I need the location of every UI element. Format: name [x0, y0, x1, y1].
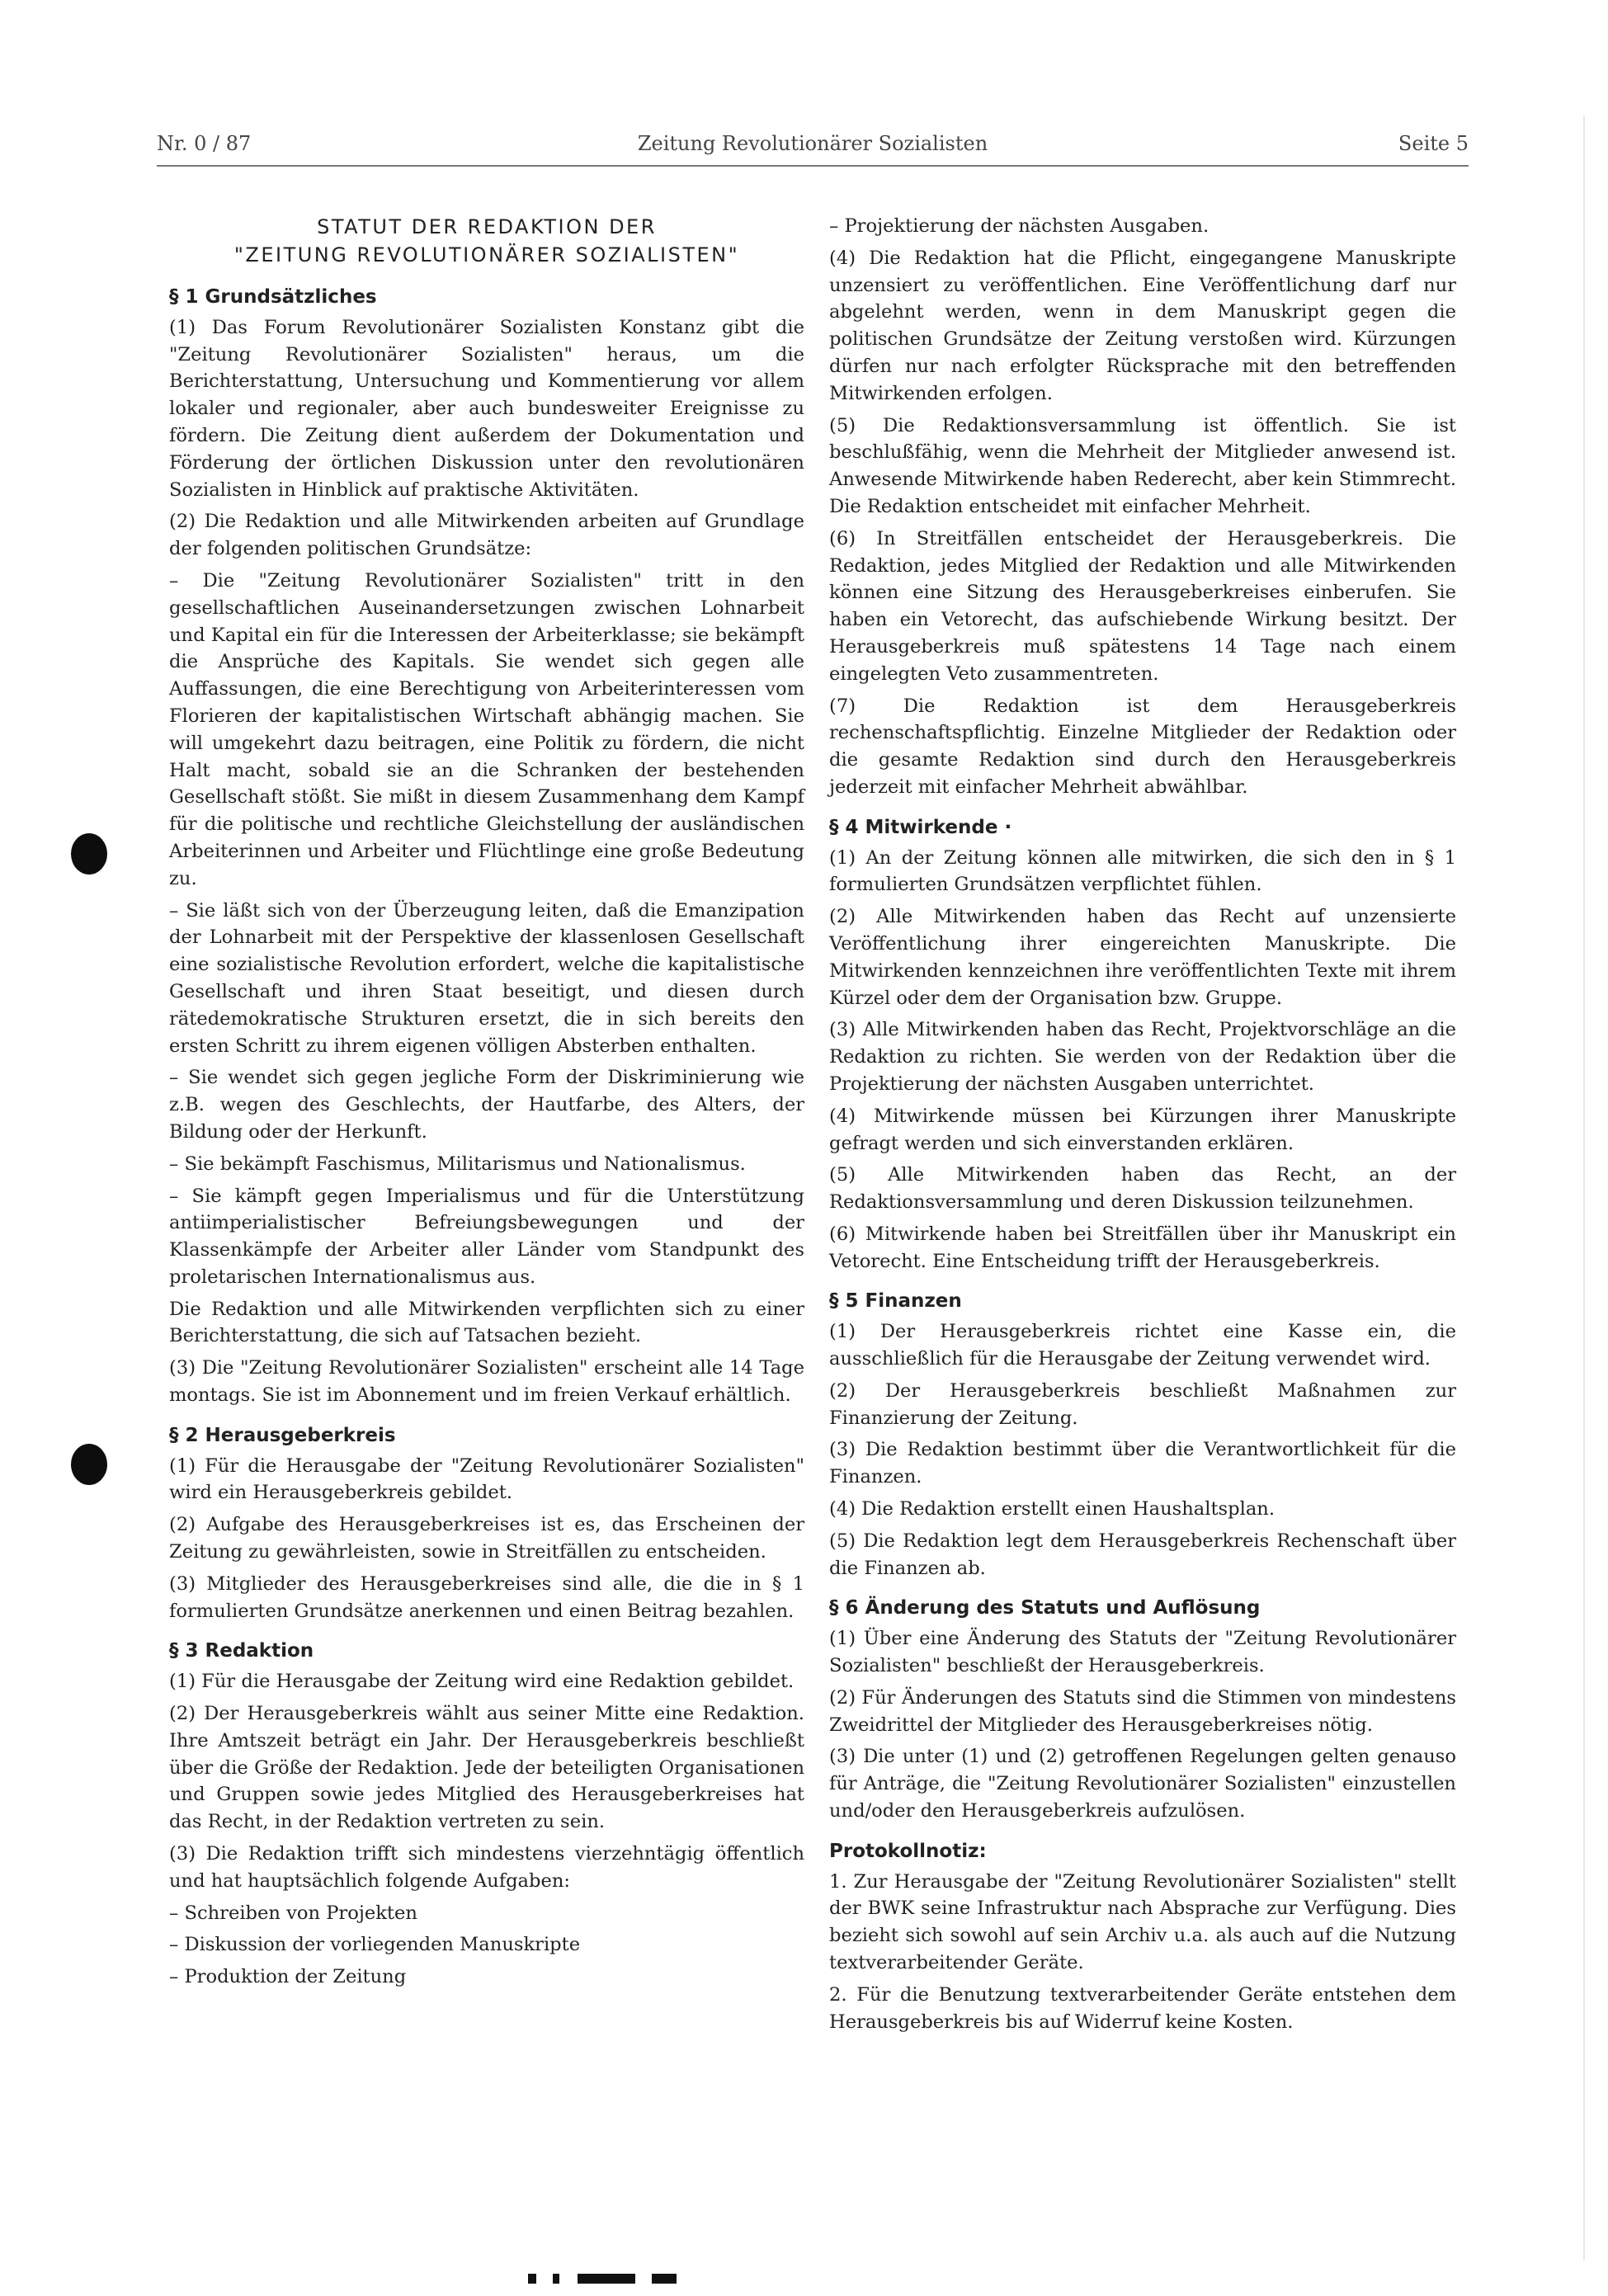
paragraph: (5) Die Redaktionsversammlung ist öffentlich. Sie ist beschlußfähig, wenn die Mehrheit der Mitglieder anwesend ist. Anwesende Mitwirkende haben Rederecht, aber kein Stimmrecht. Die Redaktion entscheidet mit einfacher Mehrheit.: [829, 414, 1456, 517]
paragraph: (1) Für die Herausgabe der Zeitung wird eine Redaktion gebildet.: [169, 1671, 795, 1693]
paragraph: (2) Aufgabe des Herausgeberkreises ist es, das Erscheinen der Zeitung zu gewährleisten, sowie in Streitfällen zu entscheiden.: [169, 1514, 804, 1563]
title-line-1: STATUT DER REDAKTION DER: [317, 215, 657, 238]
paragraph: 1. Zur Herausgabe der "Zeitung Revolutionärer Sozialisten" stellt der BWK seine Infrastruktur nach Absprache zur Verfügung. Dies bezieht sich sowohl auf sein Archiv u.a. als auch auf die Nutzung textverarbeitender Geräte.: [829, 1870, 1456, 1974]
paragraph: – Sie kämpft gegen Imperialismus und für die Unterstützung antiimperialistischer Befreiungsbewegungen und der Klassenkämpfe der Arbeiter aller Länder vom Standpunkt des proletarischen Internationalismus aus.: [169, 1185, 804, 1288]
page-number: Seite 5: [1398, 132, 1469, 155]
document-title: [169, 213, 804, 269]
publication-title: Zeitung Revolutionärer Sozialisten: [637, 132, 988, 155]
paragraph: (3) Die Redaktion trifft sich mindestens vierzehntägig öffentlich und hat hauptsächlich folgende Aufgaben:: [169, 1843, 804, 1892]
paragraph: (1) Für die Herausgabe der "Zeitung Revolutionärer Sozialisten" wird ein Herausgeberkreis gebildet.: [169, 1454, 804, 1504]
paragraph: (3) Die "Zeitung Revolutionärer Sozialisten" erscheint alle 14 Tage montags. Sie ist im Abonnement und im freien Verkauf erhältlich.: [169, 1357, 804, 1407]
paragraph: (5) Alle Mitwirkenden haben das Recht, an der Redaktionsversammlung und deren Diskussion teilzunehmen.: [829, 1164, 1456, 1214]
paragraph: 2. Für die Benutzung textverarbeitender Geräte entstehen dem Herausgeberkreis bis auf Widerruf keine Kosten.: [829, 1983, 1456, 2033]
paragraph: (4) Mitwirkende müssen bei Kürzungen ihrer Manuskripte gefragt werden und sich einverstanden erklären.: [829, 1105, 1456, 1154]
section-heading: Protokollnotiz:: [829, 1840, 987, 1862]
paragraph: (4) Die Redaktion hat die Pflicht, eingegangene Manuskripte unzensiert zu veröffentlichen. Eine Veröffentlichung darf nur abgelehnt werden, wenn in dem Manuskript gegen die politischen Grundsätze der Zeitung verstoßen wird. Kürzungen dürfen nur nach erfolgter Rücksprache mit den betreffenden Mitwirkenden erfolgen.: [829, 247, 1456, 404]
paragraph: (6) Mitwirkende haben bei Streitfällen über ihr Manuskript ein Vetorecht. Eine Entscheidung trifft der Herausgeberkreis.: [829, 1223, 1456, 1272]
paragraph: (2) Für Änderungen des Statuts sind die Stimmen von mindestens Zweidrittel der Mitglieder des Herausgeberkreises nötig.: [829, 1686, 1456, 1736]
paragraph: – Projektierung der nächsten Ausgaben.: [829, 215, 1210, 237]
paragraph: (2) Die Redaktion und alle Mitwirkenden arbeiten auf Grundlage der folgenden politischen Grundsätze:: [169, 511, 804, 560]
header-rule: [157, 165, 1469, 167]
paragraph: (2) Der Herausgeberkreis beschließt Maßnahmen zur Finanzierung der Zeitung.: [829, 1379, 1456, 1429]
left-column: [169, 213, 804, 1996]
section-heading: § 4 Mitwirkende ·: [829, 816, 1012, 838]
paragraph: – Sie bekämpft Faschismus, Militarismus und Nationalismus.: [169, 1153, 746, 1175]
paragraph: (1) An der Zeitung können alle mitwirken, die sich den in § 1 formulierten Grundsätzen verpflichtet fühlen.: [829, 846, 1456, 896]
scan-artifact: [528, 2274, 710, 2285]
paragraph: (3) Mitglieder des Herausgeberkreises sind alle, die die in § 1 formulierten Grundsätze anerkennen und einen Beitrag bezahlen.: [169, 1572, 804, 1622]
paragraph: – Sie wendet sich gegen jegliche Form der Diskriminierung wie z.B. wegen des Geschlechts, der Hautfarbe, des Alters, der Bildung oder der Herkunft.: [169, 1067, 804, 1143]
paragraph: – Die "Zeitung Revolutionärer Sozialisten" tritt in den gesellschaftlichen Auseinandersetzungen zwischen Lohnarbeit und Kapital ein für die Interessen der Arbeiterklasse; sie bekämpft die Ansprüche des Kapitals. Sie wendet sich gegen alle Auffassungen, die eine Berechtigung von Arbeiterinteressen vom Florieren der kapitalistischen Wirtschaft abhängig machen. Sie will umgekehrt dazu beitragen, eine Politik zu fördern, die nicht Halt macht, sobald sie an die Schranken der bestehenden Gesellschaft stößt. Sie mißt in diesem Zusammenhang dem Kampf für die politische und rechtliche Gleichstellung der ausländischen Arbeiterinnen und Arbeiter und Flüchtlinge eine große Bedeutung zu.: [169, 569, 804, 889]
paragraph: (3) Alle Mitwirkenden haben das Recht, Projektvorschläge an die Redaktion zu richten. Sie werden von der Redaktion über die Projektierung der nächsten Ausgaben unterrichtet.: [829, 1019, 1456, 1095]
paragraph: (4) Die Redaktion erstellt einen Haushaltsplan.: [829, 1498, 1276, 1520]
page-edge-shadow: [1583, 116, 1585, 2261]
paragraph: (1) Das Forum Revolutionärer Sozialisten Konstanz gibt die "Zeitung Revolutionärer Sozialisten" heraus, um die Berichterstattung, Untersuchung und Kommentierung vor allem lokaler und regionaler, aber auch bundesweiter Ereignisse zu fördern. Die Zeitung dient außerdem der Dokumentation und Förderung der örtlichen Diskussion unter den revolutionären Sozialisten in Hinblick auf praktische Aktivitäten.: [169, 316, 804, 501]
paragraph: (1) Über eine Änderung des Statuts der "Zeitung Revolutionärer Sozialisten" beschließt der Herausgeberkreis.: [829, 1628, 1456, 1677]
paragraph: (2) Der Herausgeberkreis wählt aus seiner Mitte eine Redaktion. Ihre Amtszeit beträgt ein Jahr. Der Herausgeberkreis beschließt über die Größe der Redaktion. Jede der beteiligten Organisationen und Gruppen sowie jedes Mitglied des Herausgeberkreises hat das Recht, in der Redaktion vertreten zu sein.: [169, 1703, 804, 1833]
issue-number: Nr. 0 / 87: [157, 132, 252, 155]
paragraph: (3) Die Redaktion bestimmt über die Verantwortlichkeit für die Finanzen.: [829, 1439, 1456, 1488]
paragraph: (7) Die Redaktion ist dem Herausgeberkreis rechenschaftspflichtig. Einzelne Mitglieder der Redaktion oder die gesamte Redaktion sind durch den Herausgeberkreis jederzeit mit einfacher Mehrheit abwählbar.: [829, 695, 1456, 798]
paragraph: – Produktion der Zeitung: [169, 1966, 407, 1988]
section-heading: § 2 Herausgeberkreis: [169, 1424, 396, 1446]
paragraph: – Diskussion der vorliegenden Manuskripte: [169, 1934, 581, 1956]
paragraph: (3) Die unter (1) und (2) getroffenen Regelungen gelten genauso für Anträge, die "Zeitung Revolutionärer Sozialisten" einzustellen und/oder den Herausgeberkreis aufzulösen.: [829, 1746, 1456, 1822]
right-column: [829, 213, 1456, 2040]
paragraph: (5) Die Redaktion legt dem Herausgeberkreis Rechenschaft über die Finanzen ab.: [829, 1530, 1456, 1579]
paragraph: (6) In Streitfällen entscheidet der Herausgeberkreis. Die Redaktion, jedes Mitglied der Redaktion und alle Mitwirkenden können eine Sitzung des Herausgeberkreises einberufen. Sie haben ein Vetorecht, das aufschiebende Wirkung besitzt. Der Herausgeberkreis muß spätestens 14 Tage nach einem eingelegten Veto zusammentreten.: [829, 527, 1456, 685]
paragraph: Die Redaktion und alle Mitwirkenden verpflichten sich zu einer Berichterstattung, die sich auf Tatsachen bezieht.: [169, 1298, 804, 1347]
title-line-2: "ZEITUNG REVOLUTIONÄRER SOZIALISTEN": [233, 243, 740, 266]
paragraph: (1) Der Herausgeberkreis richtet eine Kasse ein, die ausschließlich für die Herausgabe der Zeitung verwendet wird.: [829, 1321, 1456, 1370]
punch-hole-bottom: [71, 1444, 107, 1485]
page-header: [157, 132, 1469, 165]
section-heading: § 6 Änderung des Statuts und Auflösung: [829, 1597, 1261, 1619]
section-heading: § 5 Finanzen: [829, 1290, 962, 1313]
paragraph: (2) Alle Mitwirkenden haben das Recht auf unzensierte Veröffentlichung ihrer eingereichten Manuskripte. Die Mitwirkenden kennzeichnen ihre veröffentlichten Texte mit ihrem Kürzel oder dem der Organisation bzw. Gruppe.: [829, 906, 1456, 1009]
section-heading: § 1 Grundsätzliches: [169, 286, 377, 308]
paragraph: – Schreiben von Projekten: [169, 1902, 417, 1924]
punch-hole-top: [71, 833, 107, 875]
section-heading: § 3 Redaktion: [169, 1640, 314, 1662]
paragraph: – Sie läßt sich von der Überzeugung leiten, daß die Emanzipation der Lohnarbeit mit der Perspektive der klassenlosen Gesellschaft eine sozialistische Revolution erfordert, welche die kapitalistische Gesellschaft und ihren Staat beseitigt, und diesen durch rätedemokratische Strukturen ersetzt, die in sich bereits den ersten Schritt zu ihrem eigenen völligen Absterben enthalten.: [169, 899, 804, 1057]
